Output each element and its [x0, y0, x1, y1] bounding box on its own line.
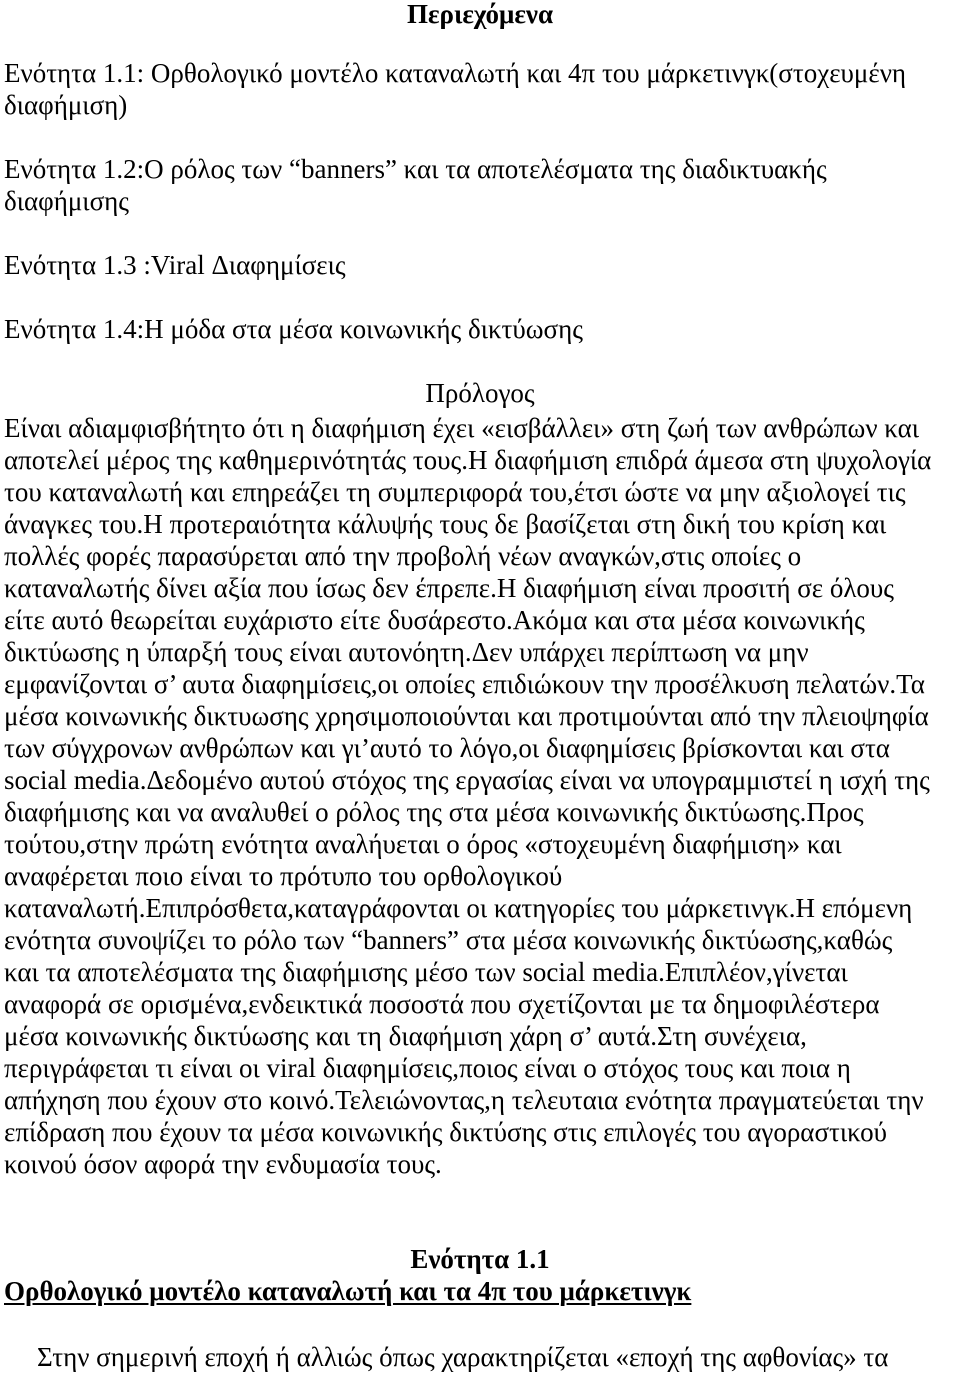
prologue-heading-text: Πρόλογος [425, 378, 535, 408]
section-heading [0, 1243, 960, 1275]
toc-entry-line: διαφήμιση) [4, 90, 128, 120]
prologue-line: των σύγχρονων ανθρώπων και γι’αυτό το λόγο,οι διαφημίσεις βρίσκονται και στα [4, 733, 890, 763]
prologue-line: καταναλωτή.Επιπρόσθετα,καταγράφονται οι κατηγορίες του μάρκετινγκ.Η επόμενη [4, 893, 913, 923]
toc-title [0, 0, 960, 28]
prologue-line: και τα αποτελέσματα της διαφήμισης μέσο των social media.Επιπλέον,γίνεται [4, 957, 848, 987]
section-heading-text: Ενότητα 1.1 [410, 1244, 550, 1274]
section-title [4, 1275, 956, 1307]
toc-entry-line: Ενότητα 1.4:Η μόδα στα μέσα κοινωνικής δικτύωσης [4, 314, 583, 344]
toc-entry-line: διαφήμισης [4, 186, 129, 216]
prologue-heading [0, 377, 960, 409]
prologue-line: τούτου,στην πρώτη ενότητα αναλήυεται ο όρος «στοχευμένη διαφήμιση» και [4, 829, 842, 859]
prologue-line: αναφέρεται ποιο είναι το πρότυπο του ορθολογικού [4, 861, 563, 891]
prologue-line: Είναι αδιαμφισβήτητο ότι η διαφήμιση έχει «εισβάλλει» στη ζωή των ανθρώπων και [4, 413, 920, 443]
prologue-line: social media.Δεδομένο αυτού στόχος της εργασίας είναι να υπογραμμιστεί η ισχή της [4, 765, 930, 795]
prologue-line: αποτελεί μέρος της καθημερινότητάς τους.Η διαφήμιση επιδρά άμεσα στη ψυχολογία [4, 445, 932, 475]
prologue-line: του καταναλωτή και επηρεάζει τη συμπεριφορά του,έτσι ώστε να μην αξιολογεί τις [4, 477, 906, 507]
prologue-line: άναγκες του.Η προτεραιότητα κάλυψής τους δε βασίζεται στη δική του κρίση και [4, 509, 887, 539]
prologue-line: περιγράφεται τι είναι οι viral διαφημίσεις,ποιος είναι ο στόχος τους και ποια η [4, 1053, 851, 1083]
toc-entry [4, 57, 956, 121]
toc-entry-line: Ενότητα 1.1: Ορθολογικό μοντέλο καταναλωτή και 4π του μάρκετινγκ(στοχευμένη [4, 58, 907, 88]
prologue-line: αναφορά σε ορισμένα,ενδεικτικά ποσοστά που σχετίζονται με τα δημοφιλέστερα [4, 989, 880, 1019]
prologue-line: εμφανίζονται σ’ αυτα διαφημίσεις,οι οποίες επιδιώκουν την προσέλκυση πελατών.Τα [4, 669, 925, 699]
toc-entry [4, 153, 956, 217]
prologue-line: είτε αυτό θεωρείται ευχάριστο είτε δυσάρεστο.Ακόμα και στα μέσα κοινωνικής [4, 605, 865, 635]
section-title-text: Ορθολογικό μοντέλο καταναλωτή και τα 4π του μάρκετινγκ [4, 1276, 692, 1306]
prologue-line: απήχηση που έχουν στο κοινό.Τελειώνοντας,η τελευταια ενότητα πραγματεύεται την [4, 1085, 924, 1115]
prologue-line: επίδραση που έχουν τα μέσα κοινωνικής δικτύσης στις επιλογές του αγοραστικού [4, 1117, 887, 1147]
prologue-line: δικτύωσης η ύπαρξή τους είναι αυτονόητη.Δεν υπάρχει περίπτωση να μην [4, 637, 809, 667]
toc-entry [4, 249, 956, 281]
toc-entry [4, 313, 956, 345]
prologue-line: κοινού όσον αφορά την ενδυμασία τους. [4, 1149, 442, 1179]
prologue-paragraph [4, 412, 956, 1180]
prologue-line: ενότητα συνοψίζει το ρόλο των “banners” στα μέσα κοινωνικής δικτύωσης,καθώς [4, 925, 893, 955]
prologue-line: πολλές φορές παρασύρεται από την προβολή νέων αναγκών,στις οποίες ο [4, 541, 802, 571]
section-title-line [4, 1275, 956, 1307]
prologue-line: μέσα κοινωνικής δικτυωσης χρησιμοποιούνται και προτιμούνται από την πλειοψηφία [4, 701, 929, 731]
section-line: Στην σημερινή εποχή ή αλλιώς όπως χαρακτηρίζεται «εποχή της αφθονίας» τα [37, 1342, 889, 1372]
prologue-line: μέσα κοινωνικής δικτύωσης και τη διαφήμιση χάρη σ’ αυτά.Στη συνέχεια, [4, 1021, 807, 1051]
prologue-line: διαφήμισης και να αναλυθεί ο ρόλος της στα μέσα κοινωνικής δικτύωσης.Προς [4, 797, 864, 827]
toc-entry-line: Ενότητα 1.3 :Viral Διαφημίσεις [4, 250, 346, 280]
section-paragraph [4, 1341, 956, 1373]
prologue-line: καταναλωτής δίνει αξία που ίσως δεν έπρεπε.Η διαφήμιση είναι προσιτή σε όλους [4, 573, 894, 603]
toc-entry-line: Ενότητα 1.2:Ο ρόλος των “banners” και τα αποτελέσματα της διαδικτυακής [4, 154, 827, 184]
toc-title-text: Περιεχόμενα [406, 0, 554, 29]
